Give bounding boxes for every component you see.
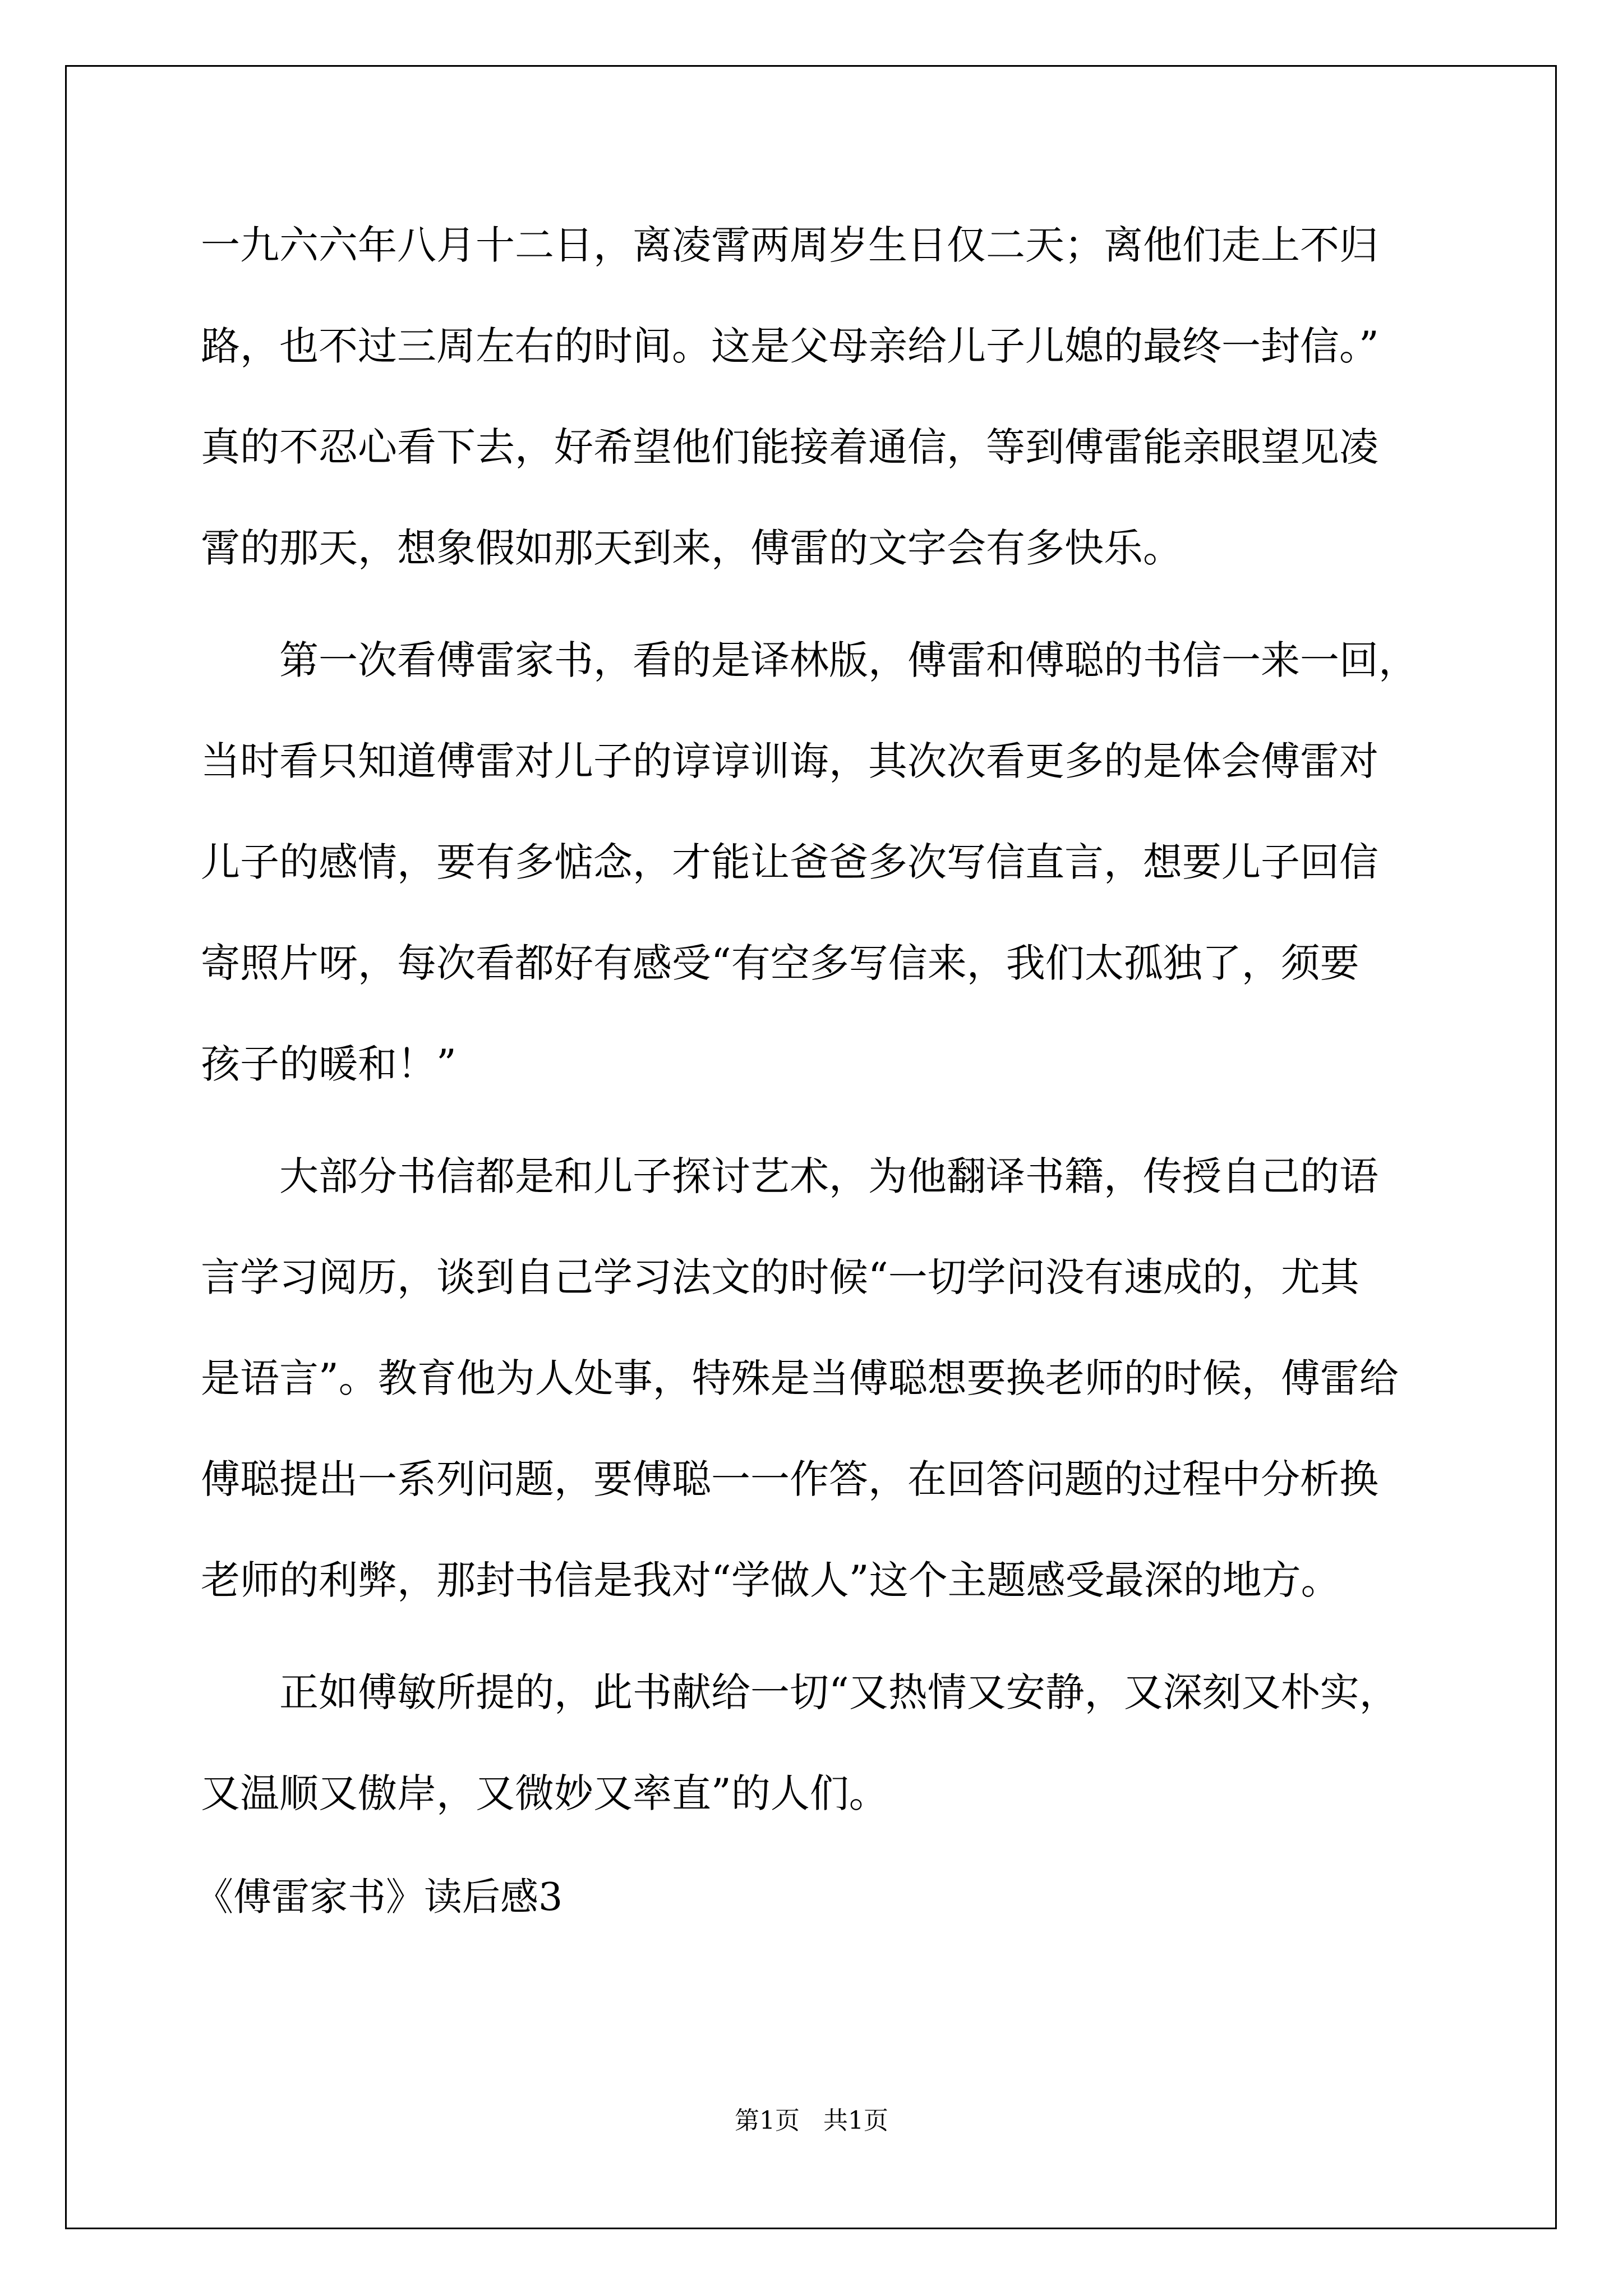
paragraph-3-line-1: 大部分书信都是和儿子探讨艺术，为他翻译书籍，传授自己的语: [279, 1153, 1378, 1199]
paragraph-2-line-2: 当时看只知道傅雷对儿子的谆谆训诲，其次次看更多的是体会傅雷对: [201, 738, 1378, 784]
paragraph-1-line-3: 真的不忍心看下去，好希望他们能接着通信，等到傅雷能亲眼望见凌: [201, 424, 1378, 470]
paragraph-3-line-5: 老师的利弊，那封书信是我对“学做人”这个主题感受最深的地方。: [201, 1557, 1340, 1603]
paragraph-3-line-3: 是语言”。教育他为人处事，特殊是当傅聪想要换老师的时候，傅雷给: [201, 1355, 1399, 1401]
paragraph-3-line-2: 言学习阅历，谈到自己学习法文的时候“一切学问没有速成的，尤其: [201, 1254, 1359, 1300]
paragraph-3-line-4: 傅聪提出一系列问题，要傅聪一一作答，在回答问题的过程中分析换: [201, 1456, 1378, 1502]
section-heading: 《傅雷家书》读后感3: [195, 1875, 563, 1920]
paragraph-2-line-4: 寄照片呀，每次看都好有感受“有空多写信来，我们太孤独了，须要: [201, 940, 1359, 986]
paragraph-2-line-5: 孩子的暖和！”: [201, 1041, 457, 1087]
page-footer: 第1页 共1页: [735, 2106, 888, 2135]
paragraph-4-line-2: 又温顺又傲岸，又微妙又率直”的人们。: [201, 1770, 888, 1816]
paragraph-1-line-1: 一九六六年八月十二日，离凌霄两周岁生日仅二天；离他们走上不归: [201, 222, 1378, 268]
paragraph-1-line-2: 路，也不过三周左右的时间。这是父母亲给儿子儿媳的最终一封信。”: [201, 323, 1379, 369]
paragraph-2-line-1: 第一次看傅雷家书，看的是译林版，傅雷和傅聪的书信一来一回，: [279, 637, 1418, 683]
paragraph-2-line-3: 儿子的感情，要有多惦念，才能让爸爸多次写信直言，想要儿子回信: [201, 839, 1378, 885]
paragraph-1-line-4: 霄的那天，想象假如那天到来，傅雷的文字会有多快乐。: [201, 525, 1182, 571]
paragraph-4-line-1: 正如傅敏所提的，此书献给一切“又热情又安静，又深刻又朴实，: [279, 1669, 1399, 1715]
